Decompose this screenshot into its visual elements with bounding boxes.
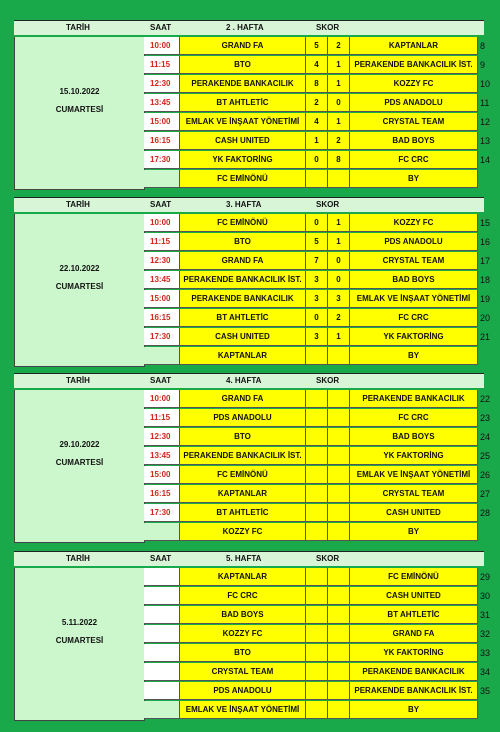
- week-block: [0, 551, 500, 726]
- home-score: 5: [306, 233, 328, 251]
- away-score: 1: [328, 233, 350, 251]
- home-team: GRAND FA: [180, 390, 306, 408]
- away-score: 0: [328, 252, 350, 270]
- match-time: [144, 606, 180, 624]
- away-score: 0: [328, 94, 350, 112]
- away-team: YK FAKTORİNG: [350, 644, 478, 662]
- away-team: PDS ANADOLU: [350, 94, 478, 112]
- away-score: 0: [328, 271, 350, 289]
- away-team: KOZZY FC: [350, 214, 478, 232]
- home-team: CASH UNITED: [180, 328, 306, 346]
- home-score: [306, 682, 328, 700]
- away-team: FC EMİNÖNÜ: [350, 568, 478, 586]
- away-score: [328, 587, 350, 605]
- bye-time-empty: [144, 170, 180, 188]
- home-team: EMLAK VE İNŞAAT YÖNETİMİ: [180, 113, 306, 131]
- match-time: 12:30: [144, 75, 180, 93]
- match-number: 12: [480, 117, 491, 127]
- home-team: FC EMİNÖNÜ: [180, 466, 306, 484]
- week-block: [0, 373, 500, 548]
- away-team: CASH UNITED: [350, 587, 478, 605]
- week-header: [14, 197, 484, 212]
- header-date: TARİH: [66, 376, 90, 385]
- away-score: [328, 663, 350, 681]
- home-score: [306, 485, 328, 503]
- away-score: [328, 625, 350, 643]
- home-team: BTO: [180, 56, 306, 74]
- home-score: [306, 504, 328, 522]
- home-team: GRAND FA: [180, 252, 306, 270]
- bye-row: [144, 523, 484, 542]
- away-team: PERAKENDE BANKACILIK İST.: [350, 682, 478, 700]
- match-number: 14: [480, 155, 491, 165]
- header-time: SAAT: [150, 376, 172, 385]
- bye-time-empty: [144, 701, 180, 719]
- home-team: KOZZY FC: [180, 625, 306, 643]
- match-time: 17:30: [144, 151, 180, 169]
- match-time: 13:45: [144, 271, 180, 289]
- match-date: 15.10.2022: [59, 87, 100, 96]
- home-score: 3: [306, 290, 328, 308]
- home-score: 2: [306, 94, 328, 112]
- match-number: 22: [480, 394, 491, 404]
- home-team: PERAKENDE BANKACILIK İST.: [180, 447, 306, 465]
- home-score: [306, 663, 328, 681]
- match-row: [144, 151, 491, 170]
- home-score: 7: [306, 252, 328, 270]
- match-number: 29: [480, 572, 491, 582]
- home-team: BTO: [180, 644, 306, 662]
- away-team: FC CRC: [350, 151, 478, 169]
- header-time: SAAT: [150, 23, 172, 32]
- bye-time-empty: [144, 523, 180, 541]
- bye-score-empty: [328, 347, 350, 365]
- away-score: [328, 644, 350, 662]
- match-row: [144, 504, 491, 523]
- date-cell: [14, 214, 145, 367]
- away-team: BAD BOYS: [350, 428, 478, 446]
- bye-row: [144, 347, 484, 366]
- home-team: PERAKENDE BANKACILIK İST.: [180, 271, 306, 289]
- match-time: [144, 682, 180, 700]
- match-row: [144, 447, 491, 466]
- away-team: FC CRC: [350, 409, 478, 427]
- away-team: CRYSTAL TEAM: [350, 485, 478, 503]
- away-score: [328, 485, 350, 503]
- away-team: BAD BOYS: [350, 132, 478, 150]
- home-team: GRAND FA: [180, 37, 306, 55]
- match-row: [144, 390, 491, 409]
- match-row: [144, 252, 491, 271]
- away-team: EMLAK VE İNŞAAT YÖNETİMİ: [350, 290, 478, 308]
- away-score: [328, 568, 350, 586]
- match-row: [144, 56, 484, 75]
- match-number: 18: [480, 275, 491, 285]
- home-score: 4: [306, 113, 328, 131]
- bye-row: [144, 170, 484, 189]
- away-score: [328, 409, 350, 427]
- away-score: [328, 390, 350, 408]
- match-number: 30: [480, 591, 491, 601]
- match-row: [144, 290, 491, 309]
- match-table: [14, 37, 491, 189]
- bye-label: BY: [350, 347, 478, 365]
- away-score: [328, 447, 350, 465]
- home-score: [306, 409, 328, 427]
- match-time: 16:15: [144, 485, 180, 503]
- match-number: 11: [480, 98, 490, 108]
- date-cell: [14, 568, 145, 721]
- match-number: 31: [480, 610, 491, 620]
- home-score: 8: [306, 75, 328, 93]
- home-score: 5: [306, 37, 328, 55]
- home-score: 4: [306, 56, 328, 74]
- week-title: 5. HAFTA: [226, 554, 262, 563]
- away-score: 2: [328, 37, 350, 55]
- match-number: 28: [480, 508, 491, 518]
- match-date: 5.11.2022: [61, 618, 98, 627]
- match-time: 15:00: [144, 290, 180, 308]
- match-time: 17:30: [144, 328, 180, 346]
- bye-label: BY: [350, 170, 478, 188]
- match-time: 13:45: [144, 447, 180, 465]
- match-row: [144, 663, 491, 682]
- week-header: [14, 373, 484, 388]
- bye-team: FC EMİNÖNÜ: [180, 170, 306, 188]
- match-number: 35: [480, 686, 491, 696]
- match-date: 22.10.2022: [59, 264, 100, 273]
- away-score: 1: [328, 214, 350, 232]
- home-score: 0: [306, 214, 328, 232]
- match-number: 10: [480, 79, 491, 89]
- match-row: [144, 271, 491, 290]
- header-time: SAAT: [150, 554, 172, 563]
- match-number: 16: [480, 237, 491, 247]
- match-number: 8: [480, 41, 486, 51]
- match-time: [144, 663, 180, 681]
- bye-score-empty: [328, 170, 350, 188]
- match-number: 32: [480, 629, 491, 639]
- match-row: [144, 485, 491, 504]
- match-row: [144, 682, 491, 701]
- match-number: 23: [480, 413, 491, 423]
- match-number: 13: [480, 136, 491, 146]
- home-team: PERAKENDE BANKACILIK: [180, 75, 306, 93]
- date-cell: [14, 37, 145, 190]
- match-row: [144, 606, 491, 625]
- match-row: [144, 132, 491, 151]
- match-day: CUMARTESİ: [55, 458, 104, 467]
- away-team: CRYSTAL TEAM: [350, 113, 478, 131]
- match-time: [144, 644, 180, 662]
- away-team: PERAKENDE BANKACILIK: [350, 390, 478, 408]
- home-team: PERAKENDE BANKACILIK: [180, 290, 306, 308]
- match-row: [144, 233, 491, 252]
- away-team: BT AHTLETİC: [350, 606, 478, 624]
- match-time: [144, 568, 180, 586]
- away-team: PERAKENDE BANKACILIK İST.: [350, 56, 478, 74]
- match-row: [144, 466, 491, 485]
- away-score: 1: [328, 75, 350, 93]
- week-title: 2 . HAFTA: [226, 23, 264, 32]
- away-score: 2: [328, 132, 350, 150]
- away-score: 1: [328, 328, 350, 346]
- away-team: FC CRC: [350, 309, 478, 327]
- match-time: 12:30: [144, 252, 180, 270]
- home-score: [306, 466, 328, 484]
- match-row: [144, 428, 491, 447]
- away-team: KAPTANLAR: [350, 37, 478, 55]
- match-day: CUMARTESİ: [55, 282, 104, 291]
- home-team: BAD BOYS: [180, 606, 306, 624]
- home-team: PDS ANADOLU: [180, 682, 306, 700]
- away-team: YK FAKTORİNG: [350, 447, 478, 465]
- match-time: 10:00: [144, 37, 180, 55]
- away-team: BAD BOYS: [350, 271, 478, 289]
- away-score: [328, 682, 350, 700]
- match-number: 27: [480, 489, 491, 499]
- match-table: [14, 390, 491, 542]
- match-table: [14, 214, 491, 366]
- home-team: BT AHTLETİC: [180, 309, 306, 327]
- match-row: [144, 409, 491, 428]
- match-time: 15:00: [144, 113, 180, 131]
- header-date: TARİH: [66, 23, 90, 32]
- match-number: 15: [480, 218, 491, 228]
- header-date: TARİH: [66, 200, 90, 209]
- match-table: [14, 568, 491, 720]
- week-header: [14, 551, 484, 566]
- away-team: PDS ANADOLU: [350, 233, 478, 251]
- away-team: CRYSTAL TEAM: [350, 252, 478, 270]
- match-time: 10:00: [144, 214, 180, 232]
- away-team: EMLAK VE İNŞAAT YÖNETİMİ: [350, 466, 478, 484]
- match-number: 33: [480, 648, 491, 658]
- home-team: BTO: [180, 233, 306, 251]
- home-team: KAPTANLAR: [180, 568, 306, 586]
- date-cell: [14, 390, 145, 543]
- match-day: CUMARTESİ: [55, 636, 104, 645]
- away-team: GRAND FA: [350, 625, 478, 643]
- bye-label: BY: [350, 523, 478, 541]
- home-team: KAPTANLAR: [180, 485, 306, 503]
- match-row: [144, 113, 491, 132]
- header-score: SKOR: [316, 200, 340, 209]
- match-time: 11:15: [144, 409, 180, 427]
- home-team: FC EMİNÖNÜ: [180, 214, 306, 232]
- home-team: CASH UNITED: [180, 132, 306, 150]
- match-time: 15:00: [144, 466, 180, 484]
- home-team: CRYSTAL TEAM: [180, 663, 306, 681]
- match-number: 21: [480, 332, 491, 342]
- away-score: [328, 606, 350, 624]
- header-score: SKOR: [316, 554, 340, 563]
- match-number: 17: [480, 256, 491, 266]
- match-time: 12:30: [144, 428, 180, 446]
- home-score: [306, 447, 328, 465]
- week-block: [0, 20, 500, 195]
- away-score: 8: [328, 151, 350, 169]
- match-number: 19: [480, 294, 491, 304]
- match-row: [144, 94, 490, 113]
- match-number: 34: [480, 667, 491, 677]
- header-time: SAAT: [150, 200, 172, 209]
- match-time: 10:00: [144, 390, 180, 408]
- match-row: [144, 587, 491, 606]
- match-row: [144, 75, 491, 94]
- header-score: SKOR: [316, 23, 340, 32]
- home-score: [306, 568, 328, 586]
- match-number: 26: [480, 470, 491, 480]
- away-team: CASH UNITED: [350, 504, 478, 522]
- away-score: [328, 428, 350, 446]
- match-time: 11:15: [144, 233, 180, 251]
- match-row: [144, 328, 491, 347]
- home-team: YK FAKTORİNG: [180, 151, 306, 169]
- away-team: PERAKENDE BANKACILIK: [350, 663, 478, 681]
- away-score: 2: [328, 309, 350, 327]
- home-score: 0: [306, 151, 328, 169]
- home-score: 1: [306, 132, 328, 150]
- match-number: 25: [480, 451, 491, 461]
- home-score: [306, 428, 328, 446]
- match-time: [144, 587, 180, 605]
- bye-time-empty: [144, 347, 180, 365]
- home-score: 3: [306, 271, 328, 289]
- match-number: 20: [480, 313, 491, 323]
- week-block: [0, 197, 500, 372]
- bye-score-empty: [306, 170, 328, 188]
- home-score: [306, 390, 328, 408]
- bye-score-empty: [328, 523, 350, 541]
- away-score: 1: [328, 56, 350, 74]
- bye-row: [144, 701, 484, 720]
- match-row: [144, 37, 484, 56]
- header-score: SKOR: [316, 376, 340, 385]
- bye-score-empty: [306, 701, 328, 719]
- week-title: 3. HAFTA: [226, 200, 262, 209]
- bye-team: KAPTANLAR: [180, 347, 306, 365]
- bye-score-empty: [328, 701, 350, 719]
- away-score: 1: [328, 113, 350, 131]
- match-day: CUMARTESİ: [55, 105, 104, 114]
- home-score: [306, 606, 328, 624]
- match-row: [144, 568, 491, 587]
- away-score: 3: [328, 290, 350, 308]
- home-team: BTO: [180, 428, 306, 446]
- home-team: FC CRC: [180, 587, 306, 605]
- match-time: 13:45: [144, 94, 180, 112]
- away-score: [328, 504, 350, 522]
- match-date: 29.10.2022: [59, 440, 100, 449]
- match-number: 9: [480, 60, 486, 70]
- bye-label: BY: [350, 701, 478, 719]
- away-team: YK FAKTORİNG: [350, 328, 478, 346]
- bye-team: KOZZY FC: [180, 523, 306, 541]
- match-time: [144, 625, 180, 643]
- home-score: [306, 625, 328, 643]
- home-score: [306, 587, 328, 605]
- match-row: [144, 214, 491, 233]
- match-row: [144, 625, 491, 644]
- home-team: PDS ANADOLU: [180, 409, 306, 427]
- match-row: [144, 644, 491, 663]
- match-time: 16:15: [144, 309, 180, 327]
- match-row: [144, 309, 491, 328]
- away-team: KOZZY FC: [350, 75, 478, 93]
- home-team: BT AHTLETİC: [180, 94, 306, 112]
- match-time: 16:15: [144, 132, 180, 150]
- home-score: 3: [306, 328, 328, 346]
- bye-team: EMLAK VE İNŞAAT YÖNETİMİ: [180, 701, 306, 719]
- bye-score-empty: [306, 347, 328, 365]
- home-team: BT AHTLETİC: [180, 504, 306, 522]
- week-title: 4. HAFTA: [226, 376, 262, 385]
- header-date: TARİH: [66, 554, 90, 563]
- match-time: 11:15: [144, 56, 180, 74]
- bye-score-empty: [306, 523, 328, 541]
- match-time: 17:30: [144, 504, 180, 522]
- home-score: [306, 644, 328, 662]
- match-number: 24: [480, 432, 491, 442]
- week-header: [14, 20, 484, 35]
- away-score: [328, 466, 350, 484]
- home-score: 0: [306, 309, 328, 327]
